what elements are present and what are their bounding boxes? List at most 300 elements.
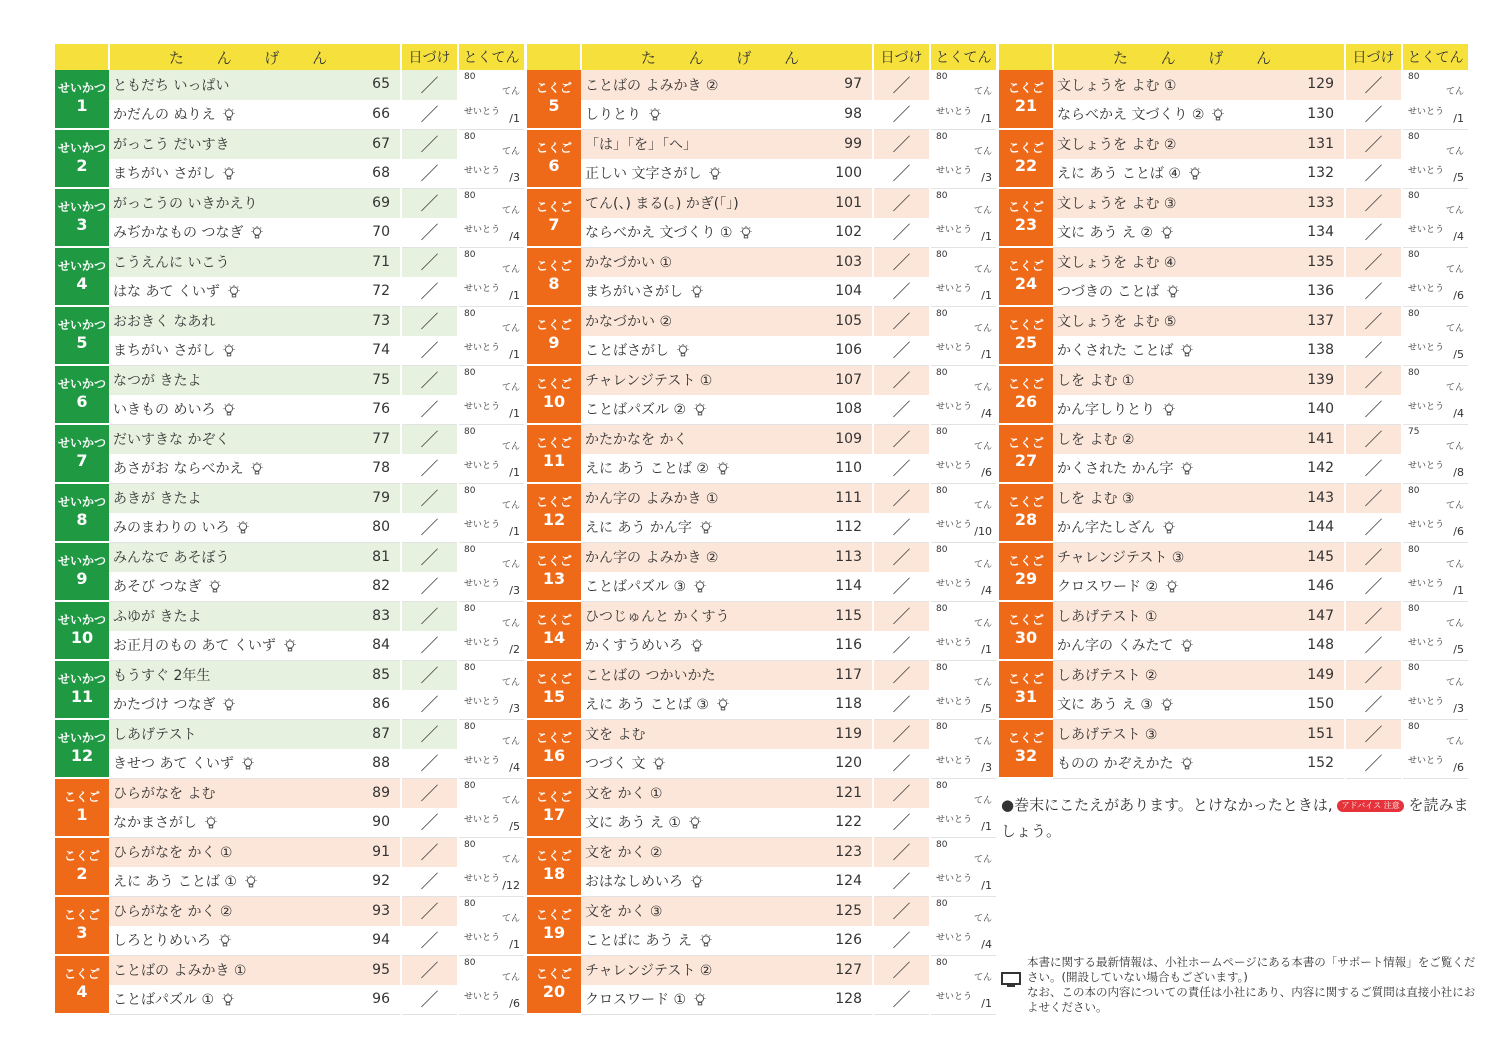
- unit-title-cell: [109, 690, 401, 720]
- date-field[interactable]: ／: [401, 159, 458, 189]
- date-field[interactable]: ／: [1345, 513, 1402, 543]
- unit-title: おはなしめいろ: [585, 874, 683, 890]
- score-field[interactable]: [930, 218, 996, 248]
- date-field[interactable]: ／: [873, 572, 930, 602]
- unit-subject: こくご: [535, 907, 572, 922]
- support-line-1: 本書に関する最新情報は、小社ホームページにある本書の「サポート情報」をご覧ください。(開設していない場合もございます。): [1027, 955, 1476, 984]
- page-number: 146: [1307, 577, 1334, 594]
- score-field[interactable]: [458, 513, 524, 543]
- date-field[interactable]: ／: [873, 690, 930, 720]
- unit-row: [527, 985, 996, 1015]
- unit-title: まちがい さがし: [113, 343, 216, 359]
- score-field[interactable]: [930, 867, 996, 897]
- unit-row: [527, 572, 996, 602]
- note-post: を読みましょう。: [1001, 796, 1469, 840]
- date-field[interactable]: ／: [401, 70, 458, 100]
- date-field[interactable]: ／: [401, 542, 458, 572]
- date-field[interactable]: ／: [401, 631, 458, 661]
- score-field[interactable]: [458, 188, 524, 218]
- correct-label: せいとう: [464, 637, 501, 648]
- score-field[interactable]: [1402, 483, 1468, 513]
- score-field[interactable]: [930, 572, 996, 602]
- score-field[interactable]: [1402, 631, 1468, 661]
- unit-title: あさがお ならべかえ: [113, 461, 244, 477]
- score-field[interactable]: [458, 601, 524, 631]
- date-field[interactable]: ／: [873, 778, 930, 808]
- unit-row: [55, 985, 524, 1015]
- score-field[interactable]: [1402, 247, 1468, 277]
- score-unit: てん: [1445, 618, 1464, 629]
- date-field[interactable]: ／: [401, 808, 458, 838]
- score-field[interactable]: [930, 483, 996, 513]
- date-field[interactable]: ／: [873, 660, 930, 690]
- unit-label: [55, 188, 109, 247]
- unit-title: しろとりめいろ: [113, 933, 211, 949]
- date-field[interactable]: ／: [401, 690, 458, 720]
- date-field[interactable]: ／: [401, 719, 458, 749]
- score-field[interactable]: [1402, 336, 1468, 366]
- unit-title: しりとり: [585, 107, 641, 123]
- score-field[interactable]: [458, 336, 524, 366]
- score-field[interactable]: [1402, 542, 1468, 572]
- score-field[interactable]: [930, 601, 996, 631]
- score-field[interactable]: [1402, 277, 1468, 307]
- score-unit: てん: [501, 146, 520, 157]
- score-field[interactable]: [930, 159, 996, 189]
- score-field[interactable]: [458, 808, 524, 838]
- date-field[interactable]: ／: [1345, 601, 1402, 631]
- header-title: た ん げ ん: [581, 44, 873, 70]
- date-field[interactable]: ／: [401, 955, 458, 985]
- score-field[interactable]: [930, 896, 996, 926]
- score-field[interactable]: [1402, 454, 1468, 484]
- score-field[interactable]: [458, 867, 524, 897]
- date-field[interactable]: ／: [1345, 483, 1402, 513]
- correct-denominator: /6: [1453, 760, 1464, 774]
- date-field[interactable]: ／: [873, 955, 930, 985]
- date-field[interactable]: ／: [1345, 572, 1402, 602]
- score-field[interactable]: [1402, 395, 1468, 425]
- date-field[interactable]: ／: [401, 100, 458, 130]
- unit-label: [527, 542, 581, 601]
- date-field[interactable]: ／: [401, 896, 458, 926]
- score-field[interactable]: [930, 336, 996, 366]
- date-field[interactable]: ／: [401, 424, 458, 454]
- lightbulb-icon: [223, 403, 235, 417]
- lightbulb-icon: [245, 875, 257, 889]
- score-field[interactable]: [458, 719, 524, 749]
- score-field[interactable]: [458, 778, 524, 808]
- unit-title-cell: [581, 985, 873, 1015]
- unit-label: [999, 306, 1053, 365]
- score-field[interactable]: [930, 454, 996, 484]
- score-field[interactable]: [930, 719, 996, 749]
- correct-label: せいとう: [1408, 283, 1445, 294]
- correct-label: せいとう: [464, 991, 501, 1002]
- correct-label: せいとう: [464, 165, 501, 176]
- score-field[interactable]: [930, 424, 996, 454]
- score-field[interactable]: [930, 985, 996, 1015]
- score-unit: てん: [973, 618, 992, 629]
- date-field[interactable]: ／: [873, 601, 930, 631]
- date-field[interactable]: ／: [401, 454, 458, 484]
- score-field[interactable]: [930, 955, 996, 985]
- unit-title: かくすうめいろ: [585, 638, 683, 654]
- score-field[interactable]: [930, 542, 996, 572]
- date-field[interactable]: ／: [873, 985, 930, 1015]
- score-field[interactable]: [1402, 601, 1468, 631]
- unit-title-cell: [581, 188, 873, 218]
- unit-subject: せいかつ: [57, 435, 106, 450]
- date-field[interactable]: ／: [401, 483, 458, 513]
- score-field[interactable]: [458, 218, 524, 248]
- score-field[interactable]: [458, 631, 524, 661]
- score-field[interactable]: [930, 808, 996, 838]
- score-field[interactable]: [1402, 365, 1468, 395]
- score-field[interactable]: [930, 749, 996, 779]
- unit-title: ことばの よみかき ①: [113, 963, 247, 979]
- unit-title: ことばさがし: [585, 343, 669, 359]
- unit-title-cell: [109, 454, 401, 484]
- unit-row: [55, 837, 524, 867]
- date-field[interactable]: ／: [1345, 690, 1402, 720]
- score-field[interactable]: [458, 542, 524, 572]
- date-field[interactable]: ／: [1345, 188, 1402, 218]
- date-field[interactable]: ／: [873, 631, 930, 661]
- date-field[interactable]: ／: [401, 601, 458, 631]
- score-field[interactable]: [930, 837, 996, 867]
- unit-subject: せいかつ: [57, 140, 106, 155]
- page-number: 127: [835, 961, 862, 978]
- score-field[interactable]: [458, 70, 524, 100]
- score-field[interactable]: [458, 247, 524, 277]
- full-score: 80: [936, 839, 948, 850]
- date-field[interactable]: ／: [401, 395, 458, 425]
- unit-title-cell: [1053, 542, 1345, 572]
- date-field[interactable]: ／: [401, 985, 458, 1015]
- correct-denominator: /1: [981, 878, 992, 892]
- score-field[interactable]: [930, 100, 996, 130]
- unit-number: 28: [1014, 509, 1038, 529]
- score-field[interactable]: [458, 159, 524, 189]
- date-field[interactable]: ／: [401, 837, 458, 867]
- date-field[interactable]: ／: [1345, 395, 1402, 425]
- date-field[interactable]: ／: [873, 513, 930, 543]
- unit-subject: こくご: [535, 671, 572, 686]
- score-field[interactable]: [458, 424, 524, 454]
- date-field[interactable]: ／: [1345, 277, 1402, 307]
- correct-label: せいとう: [464, 224, 501, 235]
- score-field[interactable]: [1402, 690, 1468, 720]
- date-field[interactable]: ／: [873, 365, 930, 395]
- date-field[interactable]: ／: [873, 926, 930, 956]
- unit-title: かたづけ つなぎ: [113, 697, 216, 713]
- page-number: 118: [835, 695, 862, 712]
- unit-label: [527, 129, 581, 188]
- score-field[interactable]: [930, 926, 996, 956]
- score-field[interactable]: [458, 483, 524, 513]
- score-field[interactable]: [930, 690, 996, 720]
- unit-title: がっこうの いきかえり: [113, 196, 258, 212]
- full-score: 80: [936, 485, 948, 496]
- score-field[interactable]: [1402, 188, 1468, 218]
- unit-row: [527, 749, 996, 779]
- unit-number: 11: [70, 686, 94, 706]
- date-field[interactable]: ／: [1345, 159, 1402, 189]
- date-field[interactable]: ／: [873, 424, 930, 454]
- date-field[interactable]: ／: [873, 808, 930, 838]
- unit-title-cell: [581, 749, 873, 779]
- unit-title: ひらがなを かく ①: [113, 845, 233, 861]
- header-title: た ん げ ん: [1053, 44, 1345, 70]
- unit-row: [999, 542, 1468, 572]
- unit-number: 6: [76, 391, 88, 411]
- lightbulb-icon: [740, 226, 752, 240]
- date-field[interactable]: ／: [1345, 70, 1402, 100]
- date-field[interactable]: ／: [873, 749, 930, 779]
- date-field[interactable]: ／: [1345, 749, 1402, 779]
- date-field[interactable]: ／: [873, 247, 930, 277]
- lightbulb-icon: [717, 698, 729, 712]
- unit-row: [999, 483, 1468, 513]
- page-number: 85: [372, 666, 390, 683]
- score-field[interactable]: [458, 837, 524, 867]
- score-field[interactable]: [458, 572, 524, 602]
- lightbulb-icon: [237, 521, 249, 535]
- date-field[interactable]: ／: [401, 247, 458, 277]
- score-field[interactable]: [458, 129, 524, 159]
- score-field[interactable]: [1402, 572, 1468, 602]
- date-field[interactable]: ／: [873, 483, 930, 513]
- unit-title-cell: [109, 129, 401, 159]
- page-number: 113: [835, 548, 862, 565]
- unit-row: [999, 70, 1468, 100]
- date-field[interactable]: ／: [1345, 365, 1402, 395]
- date-field[interactable]: ／: [1345, 454, 1402, 484]
- page-number: 128: [835, 990, 862, 1007]
- score-field[interactable]: [930, 660, 996, 690]
- score-field[interactable]: [1402, 159, 1468, 189]
- date-field[interactable]: ／: [873, 188, 930, 218]
- correct-denominator: /6: [981, 465, 992, 479]
- score-field[interactable]: [458, 395, 524, 425]
- date-field[interactable]: ／: [873, 129, 930, 159]
- lightbulb-icon: [223, 167, 235, 181]
- date-field[interactable]: ／: [1345, 719, 1402, 749]
- score-field[interactable]: [930, 365, 996, 395]
- date-field[interactable]: ／: [401, 867, 458, 897]
- score-field[interactable]: [1402, 424, 1468, 454]
- score-field[interactable]: [458, 955, 524, 985]
- date-field[interactable]: ／: [401, 129, 458, 159]
- score-field[interactable]: [1402, 100, 1468, 130]
- date-field[interactable]: ／: [1345, 100, 1402, 130]
- date-field[interactable]: ／: [873, 306, 930, 336]
- date-field[interactable]: ／: [873, 837, 930, 867]
- date-field[interactable]: ／: [401, 778, 458, 808]
- score-field[interactable]: [930, 70, 996, 100]
- date-field[interactable]: ／: [401, 277, 458, 307]
- lightbulb-icon: [251, 226, 263, 240]
- score-field[interactable]: [1402, 70, 1468, 100]
- date-field[interactable]: ／: [1345, 306, 1402, 336]
- lightbulb-icon: [694, 403, 706, 417]
- date-field[interactable]: ／: [401, 306, 458, 336]
- lightbulb-icon: [205, 816, 217, 830]
- correct-label: せいとう: [1408, 401, 1445, 412]
- lightbulb-icon: [1161, 698, 1173, 712]
- date-field[interactable]: ／: [1345, 424, 1402, 454]
- unit-label: [55, 955, 109, 1014]
- unit-subject: こくご: [1007, 553, 1044, 568]
- page-number: 65: [372, 76, 390, 92]
- unit-label: [999, 247, 1053, 306]
- lightbulb-icon: [1181, 757, 1193, 771]
- date-field[interactable]: ／: [401, 365, 458, 395]
- score-field[interactable]: [1402, 306, 1468, 336]
- score-field[interactable]: [458, 100, 524, 130]
- score-field[interactable]: [458, 896, 524, 926]
- date-field[interactable]: ／: [873, 218, 930, 248]
- score-field[interactable]: [1402, 129, 1468, 159]
- date-field[interactable]: ／: [873, 454, 930, 484]
- date-field[interactable]: ／: [1345, 660, 1402, 690]
- date-field[interactable]: ／: [873, 70, 930, 100]
- unit-title: 文に あう え ②: [1057, 225, 1153, 241]
- score-field[interactable]: [1402, 218, 1468, 248]
- page-number: 116: [835, 636, 862, 653]
- header-score: とくてん: [1402, 44, 1468, 70]
- page-number: 131: [1307, 135, 1334, 152]
- date-field[interactable]: ／: [401, 572, 458, 602]
- page-number: 111: [835, 489, 862, 506]
- unit-subject: せいかつ: [57, 494, 106, 509]
- unit-title-cell: [1053, 749, 1345, 779]
- unit-number: 8: [548, 273, 560, 293]
- unit-title: クロスワード ①: [585, 992, 687, 1008]
- correct-denominator: /1: [509, 347, 520, 361]
- score-field[interactable]: [930, 277, 996, 307]
- score-unit: てん: [501, 854, 520, 865]
- date-field[interactable]: ／: [1345, 542, 1402, 572]
- date-field[interactable]: ／: [1345, 631, 1402, 661]
- page-number: 89: [372, 784, 390, 801]
- score-unit: てん: [1445, 559, 1464, 570]
- unit-title-cell: [581, 837, 873, 867]
- score-field[interactable]: [458, 306, 524, 336]
- date-field[interactable]: ／: [401, 336, 458, 366]
- score-unit: てん: [973, 382, 992, 393]
- full-score: 80: [464, 367, 476, 378]
- score-field[interactable]: [1402, 660, 1468, 690]
- date-field[interactable]: ／: [401, 513, 458, 543]
- date-field[interactable]: ／: [1345, 247, 1402, 277]
- correct-denominator: /1: [981, 229, 992, 243]
- date-field[interactable]: ／: [873, 719, 930, 749]
- unit-row: [999, 719, 1468, 749]
- date-field[interactable]: ／: [873, 395, 930, 425]
- date-field[interactable]: ／: [873, 867, 930, 897]
- unit-title: みんなで あそぼう: [113, 550, 230, 566]
- page-number: 133: [1307, 194, 1334, 211]
- lightbulb-icon: [223, 698, 235, 712]
- correct-denominator: /3: [509, 170, 520, 184]
- full-score: 80: [936, 603, 948, 614]
- score-field[interactable]: [458, 277, 524, 307]
- full-score: 80: [1408, 367, 1420, 378]
- page-number: 101: [835, 194, 862, 211]
- unit-row: [999, 159, 1468, 189]
- date-field[interactable]: ／: [873, 542, 930, 572]
- score-field[interactable]: [930, 778, 996, 808]
- full-score: 75: [1408, 426, 1420, 437]
- score-field[interactable]: [458, 660, 524, 690]
- full-score: 80: [936, 898, 948, 909]
- unit-row: [527, 926, 996, 956]
- date-field[interactable]: ／: [873, 336, 930, 366]
- full-score: 80: [936, 544, 948, 555]
- score-field[interactable]: [458, 365, 524, 395]
- date-field[interactable]: ／: [401, 749, 458, 779]
- unit-title: しあげテスト ③: [1057, 727, 1158, 743]
- score-field[interactable]: [458, 926, 524, 956]
- score-field[interactable]: [1402, 513, 1468, 543]
- score-field[interactable]: [458, 749, 524, 779]
- score-field[interactable]: [458, 690, 524, 720]
- score-field[interactable]: [930, 188, 996, 218]
- unit-number: 18: [542, 863, 566, 883]
- advice-badge: アドバイス 注意: [1337, 800, 1403, 812]
- date-field[interactable]: ／: [873, 277, 930, 307]
- score-field[interactable]: [458, 985, 524, 1015]
- date-field[interactable]: ／: [873, 159, 930, 189]
- unit-title-cell: [109, 808, 401, 838]
- score-field[interactable]: [930, 129, 996, 159]
- date-field[interactable]: ／: [401, 660, 458, 690]
- score-field[interactable]: [930, 513, 996, 543]
- date-field[interactable]: ／: [401, 926, 458, 956]
- lightbulb-icon: [700, 934, 712, 948]
- score-field[interactable]: [930, 306, 996, 336]
- score-field[interactable]: [930, 631, 996, 661]
- page-number: 71: [372, 253, 390, 270]
- unit-title-cell: [1053, 188, 1345, 218]
- header-row: [999, 44, 1468, 70]
- date-field[interactable]: ／: [1345, 336, 1402, 366]
- date-field[interactable]: ／: [1345, 218, 1402, 248]
- date-field[interactable]: ／: [873, 896, 930, 926]
- unit-title: 文しょうを よむ ③: [1057, 196, 1177, 212]
- score-field[interactable]: [1402, 749, 1468, 779]
- score-field[interactable]: [1402, 719, 1468, 749]
- score-field[interactable]: [930, 247, 996, 277]
- date-field[interactable]: ／: [873, 100, 930, 130]
- score-field[interactable]: [930, 395, 996, 425]
- unit-row: [527, 306, 996, 336]
- lightbulb-icon: [1181, 639, 1193, 653]
- correct-denominator: /1: [509, 288, 520, 302]
- date-field[interactable]: ／: [401, 218, 458, 248]
- date-field[interactable]: ／: [1345, 129, 1402, 159]
- lightbulb-icon: [700, 521, 712, 535]
- score-field[interactable]: [458, 454, 524, 484]
- unit-row: [527, 690, 996, 720]
- header-score: とくてん: [930, 44, 996, 70]
- monitor-icon: [1001, 972, 1021, 988]
- date-field[interactable]: ／: [401, 188, 458, 218]
- header-date: 日づけ: [1345, 44, 1402, 70]
- page-number: 91: [372, 843, 390, 860]
